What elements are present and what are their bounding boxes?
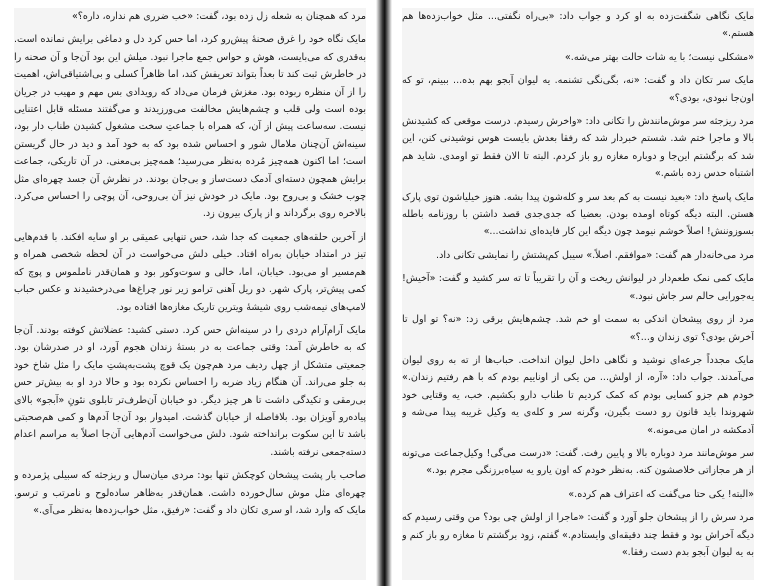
left-paragraph-5: صاحب بار پشت پیشخان کوچکش تنها بود: مردی میان‌سال و ریزجثه که سبیلی پژمرده و چهره‌ای مثل موش سال‌خورده داشت. همان‌قدر به‌ظاهر ساده‌لوح و نامرتب و ترسو. مایک که وارد شد، او سری تکان داد و گفت: «رفیق، مثل خواب‌زده‌ها به‌نظر می‌آی.»: [14, 470, 366, 516]
right-paragraph-2: «مشکلی نیست؛ با یه شات حالت بهتر می‌شه.»: [564, 51, 754, 63]
left-paragraph-2: مایک نگاه خود را غرق صحنهٔ پیش‌رو کرد، اما حس کرد دل و دماغی برایش نمانده است. به‌قدری که می‌بایست، هوش و حواس جمع ماجرا نبود. میلش این بود آن‌جا و آن صحنه را در خاطرش ثبت کند تا بعداً بتواند تعریفش کند، اما ظاهراً کسلی و بی‌اشتیاقی‌اش، اهمیت را از آن منظره ربوده بود. مغزش فرمان می‌داد که رویدادی بس مهم و مهیب در جریان بوده است ولی قلب و چشم‌هایش مخالفت می‌ورزیدند و می‌گفتند مسئله قابل اعتنایی نیست. سه‌ساعت پیش از آن، که همراه با جماعتِ سخت مشغول کشیدن طناب دار بود، سینه‌اش آن‌چنان ملامال شور و احساس شده بود که به خود آمد و دید در حال گریستن است؛ اما اکنون همه‌چیز مُرده به‌نظر می‌رسید؛ همه‌چیز بی‌معنی. در آن تاریکی، جماعت برایش همچون دسته‌ای آدمک دست‌ساز و بی‌جان بودند. در نظرش آن جسد چهره‌ای مثل چوب خشک و بی‌روح بود. مایک در خودش نیز آن بی‌روحی، آن پوچی را احساس می‌کرد. بالاخره روی برگرداند و از پارک بیرون زد.: [14, 34, 366, 220]
right-paragraph-6: مرد می‌خانه‌دار هم گفت: «موافقم. اصلاً.» سیبل کم‌پشتش را نمایشی تکانی داد.: [436, 249, 754, 261]
right-paragraph-12: مرد سرش را از پیشخان جلو آورد و گفت: «ماجرا از اولش چی بود؟ من وقتی رسیدم که دیگه آخراش بود و فقط چند دقیقه‌ای وایستادم.» گفتم، زود برگشتم تا مغازه رو باز کنم و به یه لیوان آبجو بدم دست رفقا.»: [402, 512, 754, 558]
right-paragraph-9: مایک مجدداً جرعه‌ای نوشید و نگاهی داخل لیوان انداخت. حباب‌ها از ته به روی لیوان می‌آمدند. جواب داد: «آره، از اولش... من یکی از اوناییم بودم که با هم رفتیم زندان.» خودم هم جزو کسایی بودم که کمک کردیم تا طناب دارو بکشیم. خب، یه وقتایی خود شهروندا باید قانون رو دست بگیرن، وگرنه سر و کله‌ی یه وکیل غریبه پیدا می‌شه و آدمکشه در امان می‌مونه.»: [402, 354, 754, 436]
right-paragraph-8: مرد از روی پیشخان اندکی به سمت او خم شد. چشم‌هایش برقی زد: «نه؟ تو اول تا آخرش بودی؟ توی زندان و...؟»: [402, 314, 754, 343]
right-paragraph-5: مایک پاسخ داد: «بعید نیست به کم بعد سر و کله‌شون پیدا بشه. هنوز خیلیاشون توی پارک هستن. البته دیگه کوتاه اومده بودن. بعضیا که جدی‌جدی قصد داشتن با روزنامه باطله بسوزوننش! اصلاً خوشم نیومد چون دیگه این کار فایده‌ای نداشت...»: [402, 191, 754, 238]
left-paragraph-3: از آخرین حلقه‌های جمعیت که جدا شد، حس تنهایی عمیقی بر او سایه افکند. با قدم‌هایی تیز در امتداد خیابان به‌راه افتاد. خیلی دلش می‌خواست در آن لحظه شخصی همراه و هم‌مسیر او می‌بود. خیابان، اما، خالی و سوت‌وکور بود و همان‌قدر ناملموس و پوچ که کمی پیش‌تر، پارک شهر. دو ریل آهنی ترامو زیر نور چراغ‌ها می‌درخشیدند و عکس حباب لامپ‌های نیمه‌شب روی شیشه‌ٔ ویترین تاریک مغازه‌ها افتاده بود.: [14, 231, 366, 313]
right-paragraph-3: مایک سر تکان داد و گفت: «نه، بگی‌نگی تشنمه. یه لیوان آبجو بهم بده... ببینم، تو که اون‌جا نبودی، بودی؟»: [402, 75, 754, 104]
book-gutter: [376, 0, 392, 586]
left-paragraph-1: مرد که همچنان به شعله زل زده بود، گفت: «خب ضرری هم نداره، داره؟»: [71, 11, 366, 22]
right-paragraph-1: مایک نگاهی شگفت‌زده به او کرد و جواب داد: «بی‌راه نگفتی... مثل خواب‌زده‌ها هم هستم.»: [402, 11, 754, 40]
right-paragraph-4: مرد ریزجثه سر موش‌مانندش را تکانی داد: «واخرش رسیدم. درست موقعی که کشیدنش بالا و ماجرا ختم شد. شستم خبردار شد که رفقا بعدش بایست هوس نوشیدنی کنن، این شد که برگشتم این‌جا و دوباره مغازه رو باز کردم. البته تا الان فقط تو اومدی. شاید هم اشتباه حدس زده باشم.»: [402, 116, 754, 180]
right-paragraph-11: «البته! یکی حتا می‌گفت که اعتراف هم کرده.»: [568, 488, 754, 500]
right-paragraph-10: سر موش‌مانند مرد دوباره بالا و پایین رفت. گفت: «درست می‌گی! وکیل‌جماعت می‌تونه از هر مجازاتی خلاصشون کنه. به‌نظر خودم که اون یارو یه سیاه‌برزنگی مجرم بود.»: [402, 447, 754, 477]
left-paragraph-4: مایک آرام‌آرام دردی را در سینه‌اش حس کرد. دستی کشید: عضلاتش کوفته بودند. آن‌جا که به خاطرش آمد: وقتی جماعت به در بستهٔ زندان هجوم آورد، او در صدرشان بود. جمعیتی متشکل از چهل ردیف مرد هم‌چون یک قوچ پشت‌به‌پشتِ مایک را مثل شاخ خود به جلو می‌راند. آن هنگام زیاد ضربه را احساس نکرده بود و حالا درد او به بیش‌تر حس بی‌رمقی و تکیدگی داشت تا هر چیز دیگر. دو خیابان آن‌طرف‌تر تابلوی نئونِ «آبجو» بالای پیاده‌رو آویزان بود. بلافاصله از خیابان گذشت. امیدوار بود آن‌جا آدم‌ها و کمی هم‌صحبتی باشد تا این سکوت برانداخته شود. دلش می‌خواست آدم‌هایی آن‌جا اصلاً به مراسم اعدام دسته‌جمعی نرفته باشند.: [14, 324, 366, 458]
right-page: [402, 8, 754, 580]
right-paragraph-7: مایک کمی نمک طعم‌دار در لیوانش ریخت و آن را تقریباً تا ته سر کشید و گفت: «آخیش! یه‌جورایی حالم سر جاش نبود.»: [402, 273, 754, 302]
left-page: [14, 8, 366, 580]
